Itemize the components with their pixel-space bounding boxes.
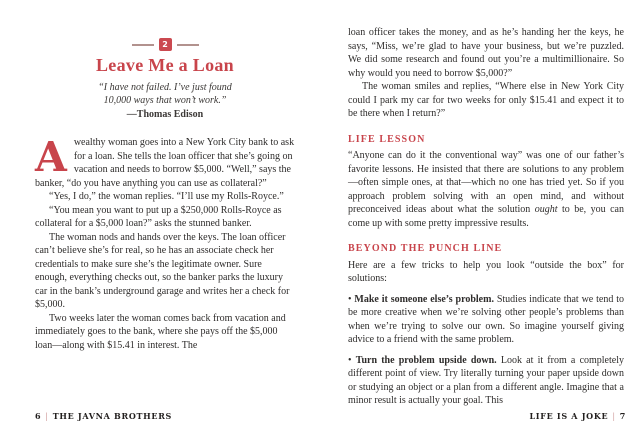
beyond-intro-paragraph: Here are a few tricks to help you look “outside the box” for solutions: <box>348 259 624 284</box>
chapter-ornament <box>35 38 295 51</box>
footer-separator: | <box>45 412 49 421</box>
epigraph-line-1: “I have not failed. I’ve just found <box>98 82 232 93</box>
story-paragraph: “You mean you want to put up a $250,000 Rolls-Royce as collateral for a $5,000 loan?” asks the stunned banker. <box>35 204 282 229</box>
epigraph-attribution: —Thomas Edison <box>126 109 204 120</box>
running-title-right: LIFE IS A JOKE <box>529 411 609 421</box>
ornament-rule-right <box>177 44 199 46</box>
running-title-left: THE JAVNA BROTHERS <box>52 411 173 421</box>
epigraph-line-2: 10,000 ways that won’t work.” <box>103 95 227 106</box>
drop-cap: A <box>35 133 67 181</box>
bullet-item: • Turn the problem upside down. Look at it from a completely different point of view. Try literally turning your paper upside down or studying an object or a plan from a different angle. Imagine that a minor result is actually your goal. This <box>348 354 624 406</box>
page-number-right: 7 <box>619 411 626 421</box>
left-page <box>35 0 295 352</box>
left-page-footer <box>35 411 172 421</box>
paragraph-text: wealthy woman goes into a New York City bank to ask for a loan. She tells the loan officer that she’s going on vacation and needs to borrow $5,000. “Well,” says the banker, “do you have anything you can use as collateral?” <box>35 137 295 189</box>
chapter-title: Leave Me a Loan <box>96 55 234 75</box>
life-lesson-paragraph: “Anyone can do it the conventional way” was one of our father’s favorite lessons. He insisted that there are solutions to any problem—often simple ones, at that—which no one has tried yet. So if you approach problem solving with an open mind, and without preconceived ideas about what the solution ought to be, you can come up with some pretty impressive results. <box>348 150 624 229</box>
story-paragraph-continued: loan officer takes the money, and as he’s handing her the keys, he says, “Miss, we’re glad to have your business, but we’re puzzled. We did some research and found out you’re a multimillionaire. So why would you need to borrow $5,000?” <box>348 27 624 79</box>
story-paragraph: “Yes, I do,” the woman replies. “I’ll use my Rolls-Royce.” <box>49 191 284 202</box>
footer-separator: | <box>612 412 616 421</box>
epigraph <box>35 81 295 121</box>
chapter-number-badge: 2 <box>159 38 172 51</box>
story-paragraph: The woman nods and hands over the keys. The loan officer can’t believe she’s for real, so he has an associate check her credentials to make sure she’s the legitimate owner. Sure enough, everything checks out, so the banker parks the luxury car in the bank’s underground garage and writes her a check for $5,000. <box>35 231 290 310</box>
right-page <box>348 26 624 408</box>
story-paragraph: The woman smiles and replies, “Where else in New York City could I park my car for two weeks for only $15.41 and expect it to be there when I return?” <box>348 81 624 119</box>
page-number-left: 6 <box>35 411 42 421</box>
beyond-punch-line-heading: BEYOND THE PUNCH LINE <box>348 243 503 254</box>
story-paragraph: Two weeks later the woman comes back from vacation and immediately goes to the bank, where she pays off the $5,000 loan—along with $15.41 in interest. The <box>35 312 286 351</box>
ornament-rule-left <box>132 44 154 46</box>
life-lesson-heading: LIFE LESSON <box>348 133 426 145</box>
story-text <box>35 133 295 352</box>
right-page-footer <box>529 411 626 421</box>
bullet-item: • Make it someone else’s problem. Studies indicate that we tend to be more creative when we’re solving other people’s problems than when we’re trying to solve our own. So imagine yourself giving advice to a friend with the same problem. <box>348 293 624 345</box>
story-paragraph <box>35 133 295 190</box>
